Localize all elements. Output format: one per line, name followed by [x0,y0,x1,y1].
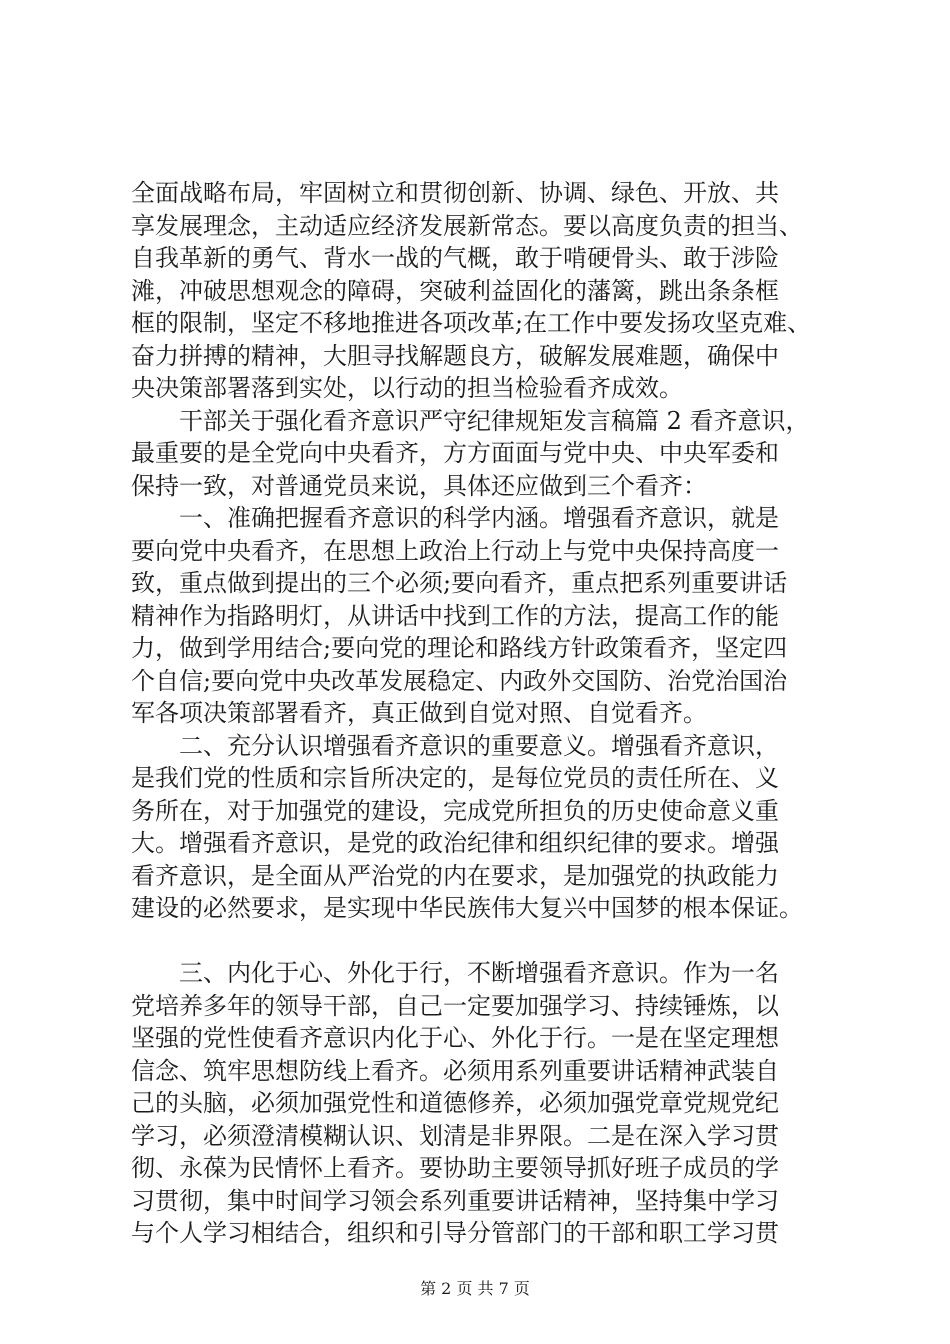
text-line: 学习，必须澄清模糊认识、划清是非界限。二是在深入学习贯 [131,1121,779,1150]
text-line: 奋力拼搏的精神，大胆寻找解题良方，破解发展难题，确保中 [131,341,779,370]
text-line: 彻、永葆为民情怀上看齐。要协助主要领导抓好班子成员的学 [131,1154,779,1182]
document-body [131,177,843,1250]
text-line: 信念、筑牢思想防线上看齐。必须用系列重要讲话精神武装自 [131,1056,779,1085]
text-line: 看齐意识，是全面从严治党的内在要求，是加强党的执政能力 [131,861,779,890]
text-line: 力，做到学用结合;要向党的理论和路线方针政策看齐，坚定四 [131,634,788,662]
text-line: 一、准确把握看齐意识的科学内涵。增强看齐意识，就是 [131,504,779,532]
text-line: 党培养多年的领导干部，自己一定要加强学习、持续锤炼，以 [131,991,779,1020]
text-line: 与个人学习相结合，组织和引导分管部门的干部和职工学习贯 [131,1219,779,1247]
text-line: 干部关于强化看齐意识严守纪律规矩发言稿篇 2 看齐意识， [131,406,810,435]
text-line: 要向党中央看齐，在思想上政治上行动上与党中央保持高度一 [131,536,779,565]
text-line: 精神作为指路明灯，从讲话中找到工作的方法，提高工作的能 [131,601,779,630]
text-line: 个自信;要向党中央改革发展稳定、内政外交国防、治党治国治 [131,666,788,695]
text-line: 自我革新的勇气、背水一战的气概，敢于啃硬骨头、敢于涉险 [131,244,779,272]
text-line: 享发展理念，主动适应经济发展新常态。要以高度负责的担当、 [131,211,803,240]
page-number-footer: 第 2 页 共 7 页 [420,1279,530,1298]
text-line: 三、内化于心、外化于行，不断增强看齐意识。作为一名 [131,959,779,987]
text-line: 军各项决策部署看齐，真正做到自觉对照、自觉看齐。 [131,699,707,727]
text-line: 习贯彻，集中时间学习领会系列重要讲话精神，坚持集中学习 [131,1186,779,1215]
text-line: 建设的必然要求，是实现中华民族伟大复兴中国梦的根本保证。 [131,894,803,922]
text-line: 致，重点做到提出的三个必须;要向看齐，重点把系列重要讲话 [131,569,788,597]
text-line: 己的头脑，必须加强党性和道德修养，必须加强党章党规党纪 [131,1089,779,1117]
blank-line [131,925,843,958]
text-line: 是我们党的性质和宗旨所决定的，是每位党员的责任所在、义 [131,764,779,792]
text-line: 二、充分认识增强看齐意识的重要意义。增强看齐意识， [131,731,779,760]
text-line: 全面战略布局，牢固树立和贯彻创新、协调、绿色、开放、共 [131,179,779,207]
text-line: 框的限制，坚定不移地推进各项改革;在工作中要发扬攻坚克难、 [131,309,812,337]
text-line: 大。增强看齐意识，是党的政治纪律和组织纪律的要求。增强 [131,829,779,857]
text-line: 最重要的是全党向中央看齐，方方面面与党中央、中央军委和 [131,439,779,467]
text-line: 务所在，对于加强党的建设，完成党所担负的历史使命意义重 [131,796,779,825]
text-line: 央决策部署落到实处，以行动的担当检验看齐成效。 [131,374,683,402]
text-line: 坚强的党性使看齐意识内化于心、外化于行。一是在坚定理想 [131,1024,779,1052]
text-line: 滩，冲破思想观念的障碍，突破利益固化的藩篱，跳出条条框 [131,276,779,305]
text-line: 保持一致，对普通党员来说，具体还应做到三个看齐： [131,471,707,500]
